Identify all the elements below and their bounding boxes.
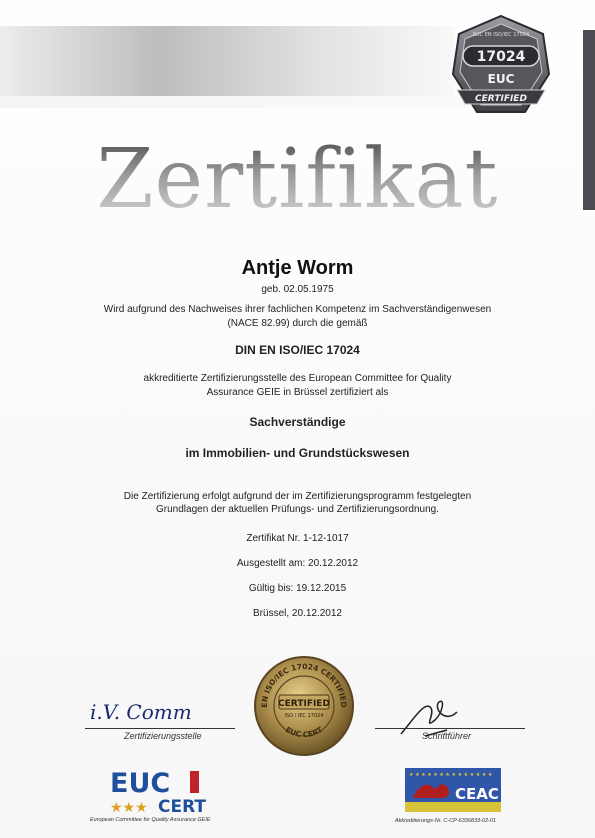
svg-text:ISO / IEC 17024: ISO / IEC 17024 xyxy=(284,713,324,719)
left-signature-label: Zertifizierungsstelle xyxy=(124,731,202,741)
left-signature: i.V. Comm xyxy=(90,700,192,724)
svg-text:EUC CERT: EUC CERT xyxy=(283,724,325,740)
svg-text:★★★: ★★★ xyxy=(110,800,148,816)
basis-line-2: Grundlagen der aktuellen Prüfungs- und Zertifizierungsordnung. xyxy=(156,504,439,515)
text-line-4: Assurance GEIE in Brüssel zertifiziert als xyxy=(206,387,389,398)
left-signature-line xyxy=(85,728,235,729)
header-band-lower xyxy=(0,96,470,108)
role-field: im Immobilien- und Grundstückswesen xyxy=(185,446,410,460)
euc-caption: European Committee for Quality Assurance GEIE xyxy=(90,817,211,823)
seal-number: 17024 xyxy=(476,49,526,65)
svg-text:EUC: EUC xyxy=(487,72,515,86)
svg-text:CEAC: CEAC xyxy=(455,785,499,803)
header-band xyxy=(0,26,455,96)
holder-name: Antje Worm xyxy=(241,257,354,279)
svg-text:EN ISO/IEC 17024 CERTIFIED: EN ISO/IEC 17024 CERTIFIED xyxy=(259,661,349,708)
valid-until: Gültig bis: 19.12.2015 xyxy=(248,583,347,594)
right-signature-line xyxy=(375,728,525,729)
ceac-caption: Akkreditierungs-Nr. C-CP-6336833-02-01 xyxy=(395,818,496,824)
certificate-title: Zertifikat xyxy=(0,132,595,227)
svg-text:★ ★ ★ ★ ★ ★ ★ ★ ★ ★ ★ ★ ★ ★: ★ ★ ★ ★ ★ ★ ★ ★ ★ ★ ★ ★ ★ ★ xyxy=(409,772,493,778)
role-title: Sachverständige xyxy=(249,415,346,429)
svg-text:EUC EN ISO/IEC 17024: EUC EN ISO/IEC 17024 xyxy=(472,32,530,38)
text-line-2: (NACE 82.99) durch die gemäß xyxy=(227,318,368,329)
birth-date: geb. 02.05.1975 xyxy=(261,284,334,295)
svg-text:CERT: CERT xyxy=(158,797,207,816)
text-line-1: Wird aufgrund des Nachweises ihrer fachlichen Kompetenz im Sachverständigenwesen xyxy=(103,304,492,315)
place-and-date: Brüssel, 20.12.2012 xyxy=(253,608,342,619)
right-signature-label: Schriftführer xyxy=(422,731,472,741)
standard-heading: DIN EN ISO/IEC 17024 xyxy=(235,343,360,357)
ceac-logo-icon xyxy=(405,768,501,812)
certificate-number: Zertifikat Nr. 1-12-1017 xyxy=(246,533,349,544)
basis-line-1: Die Zertifizierung erfolgt aufgrund der im Zertifizierungsprogramm festgelegten xyxy=(123,491,472,502)
euc-cert-logo-icon xyxy=(108,766,216,816)
svg-text:CERTIFIED: CERTIFIED xyxy=(278,699,330,709)
svg-text:EUC: EUC xyxy=(110,768,171,799)
svg-text:CERTIFIED: CERTIFIED xyxy=(475,94,527,104)
certified-gold-seal-icon xyxy=(253,655,355,757)
text-line-3: akkreditierte Zertifizierungsstelle des European Committee for Quality xyxy=(143,373,452,384)
euc-17024-seal-icon xyxy=(445,12,557,124)
issue-date: Ausgestellt am: 20.12.2012 xyxy=(236,558,359,569)
